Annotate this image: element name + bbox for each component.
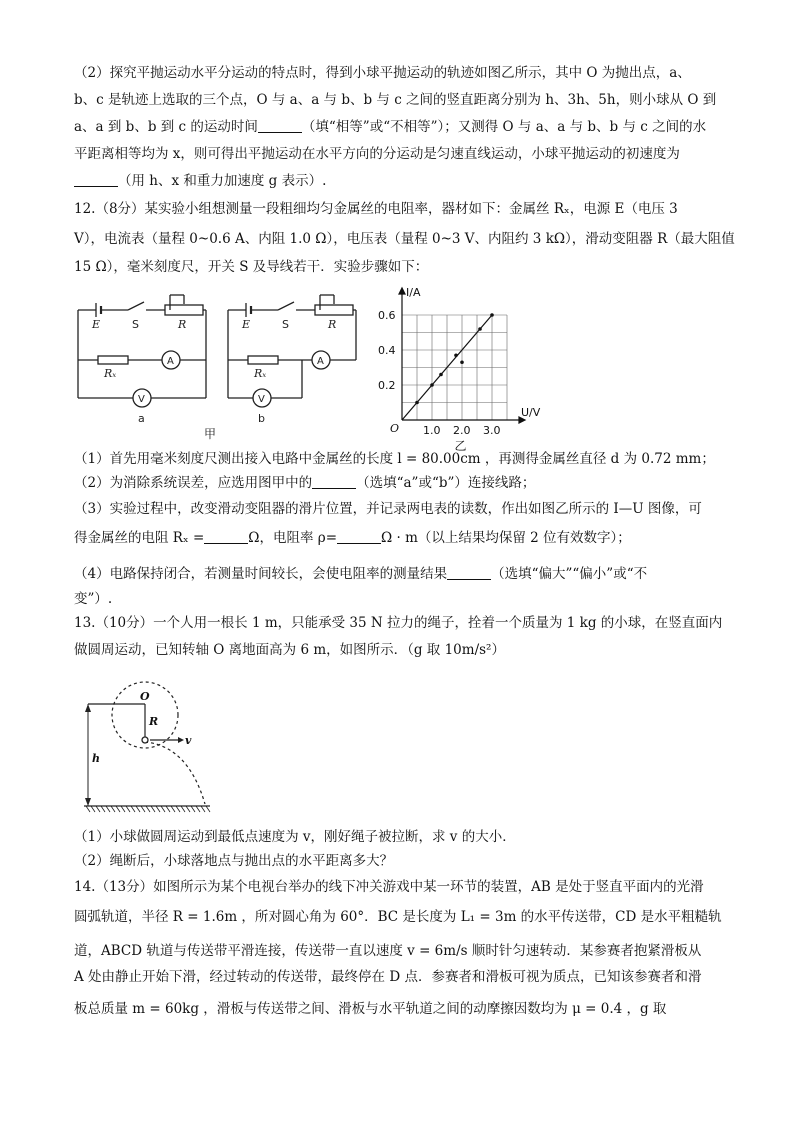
velocity-v-label: v [185,734,192,747]
label-E-a: E [92,318,101,331]
q14-line-1: 14.（13分）如图所示为某个电视台举办的线下冲关游戏中某一环节的装置，AB 是处于竖直平面内的光滑 [74,879,704,895]
q11-2-line-3 [74,118,706,136]
data-point [430,383,434,387]
ammeter-b: A [317,356,324,367]
label-E-b: E [242,318,251,331]
label-R-b: R [328,318,337,331]
y-tick-label: 0.4 [378,344,396,357]
q12-step-3b: 得金属丝的电阻 Rₓ = [74,530,205,546]
label-R-a: R [178,318,187,331]
q12-step-1: （1）首先用毫米刻度尺测出接入电路中金属丝的长度 l = 80.00cm ，再测得金属丝直径 d 为 0.72 mm； [74,451,715,467]
q11-2-line-5-text: （用 h、x 和重力加速度 g 表示）. [118,173,327,189]
q13-line-2: 做圆周运动，已知转轴 O 离地面高为 6 m，如图所示．（g 取 10m/s²） [74,642,505,658]
data-point [415,401,419,405]
circuit-b [228,295,356,407]
q14-line-3: 道，ABCD 轨道与传送带平滑连接，传送带一直以速度 v = 6m/s 顺时针匀速转动．某参赛者抱紧滑板从 [74,943,702,959]
q11-2-line-5 [74,172,326,190]
radius-R-label: R [149,715,159,728]
q14-line-5: 板总质量 m = 60kg ，滑板与传送带之间、滑板与水平轨道之间的动摩擦因数均为 μ = 0.4 ，g 取 [74,1001,667,1017]
q12-line-2: V），电流表（量程 0~0.6 A、内阻 1.0 Ω），电压表（量程 0~3 V、内阻约 3 kΩ），滑动变阻器 R（最大阻值 [74,231,735,247]
q11-2-line-3b: （填“相等”或“不相等”）；又测得 O 与 a、a 与 b、b 与 c 之间的水 [301,119,707,135]
q13-figure [70,670,250,815]
q12-step-3c: Ω，电阻率 ρ= [248,530,338,546]
circuit-a-label: a [138,412,145,425]
axis-O-label: O [140,690,150,703]
q13-line-1: 13.（10分）一个人用一根长 1 m，只能承受 35 N 拉力的绳子，拴着一个质量为 1 kg 的小球，在竖直面内 [74,615,723,631]
answer-blank-error[interactable] [447,565,491,580]
q12-step-4-line-1 [74,565,647,583]
answer-blank-resistance[interactable] [204,529,248,544]
q12-step-2b: （选填“a”或“b”）连接线路； [356,475,536,491]
x-axis-label: U/V [521,406,541,419]
iu-chart [372,280,552,453]
q12-step-4a: （4）电路保持闭合，若测量时间较长，会使电阻率的测量结果 [74,566,448,582]
figure-jia-caption: 甲 [204,427,217,441]
answer-blank-circuit[interactable] [312,474,356,489]
q14-line-4: A 处由静止开始下滑，经过转动的传送带，最终停在 D 点．参赛者和滑板可视为质点，已知该参赛者和滑 [74,969,702,985]
x-tick-label: 2.0 [453,424,471,437]
x-tick-label: 3.0 [483,424,501,437]
q12-step-3-line-2 [74,529,631,547]
q12-step-3-line-1: （3）实验过程中，改变滑动变阻器的滑片位置，并记录两电表的读数，作出如图乙所示的 I—U 图像，可 [74,501,702,517]
data-point [439,373,443,377]
y-arrow [399,288,405,294]
data-point [454,353,458,357]
q13-sub-2: （2）绳断后，小球落地点与抛出点的水平距离多大？ [74,853,394,869]
label-S-b: S [282,318,289,331]
circuit-a [78,295,206,407]
q14-line-2: 圆弧轨道，半径 R = 1.6m ，所对圆心角为 60°．BC 是长度为 L₁ = 3m 的水平传送带，CD 是水平粗糙轨 [74,909,722,925]
q11-2-line-4: 平距离相等均为 x，则可得出平抛运动在水平方向的分运动是匀速直线运动，小球平抛运动的初速度为 [74,146,680,162]
voltmeter-b: V [258,394,265,405]
height-h-label: h [92,752,100,765]
q12-line-3: 15 Ω），毫米刻度尺，开关 S 及导线若干．实验步骤如下： [74,259,429,275]
figure-yi-caption: 乙 [454,439,467,453]
q11-2-line-1: （2）探究平抛运动水平分运动的特点时，得到小球平抛运动的轨迹如图乙所示，其中 O 为抛出点，a、 [74,65,691,81]
data-point [460,360,464,364]
label-Rx-a: Rₓ [104,367,117,380]
circuit-b-label: b [258,412,265,425]
answer-blank-velocity[interactable] [74,172,118,187]
y-tick-label: 0.2 [378,379,396,392]
y-axis-label: I/A [406,286,421,299]
q12-line-1: 12.（8分）某实验小组想测量一段粗细均匀金属丝的电阻率，器材如下：金属丝 Rₓ，电源 E（电压 3 [74,201,678,217]
x-tick-label: 1.0 [423,424,441,437]
ammeter-a: A [167,356,174,367]
q12-step-4-line-2: 变”）. [74,591,113,607]
label-S-a: S [132,318,139,331]
answer-blank-time[interactable] [258,118,302,133]
q11-2-line-2: b、c 是轨迹上选取的三个点，O 与 a、a 与 b、b 与 c 之间的竖直距离分别为 h、3h、5h，则小球从 O 到 [74,92,717,108]
q12-step-2a: （2）为消除系统误差，应选用图甲中的 [74,475,313,491]
label-Rx-b: Rₓ [254,367,267,380]
data-point [478,327,482,331]
data-point [490,313,494,317]
q12-step-3d: Ω · m（以上结果均保留 2 位有效数字）； [381,530,631,546]
origin-label: O [390,422,400,435]
q12-step-4b: （选填“偏大”“偏小”或“不 [491,566,648,582]
y-tick-label: 0.6 [378,309,396,322]
circuit-diagrams [70,292,370,442]
answer-blank-resistivity[interactable] [337,529,381,544]
q11-2-line-3a: a、a 到 b、b 到 c 的运动时间 [74,119,258,135]
q13-sub-1: （1）小球做圆周运动到最低点速度为 v，刚好绳子被拉断，求 v 的大小． [74,829,516,845]
voltmeter-a: V [138,394,145,405]
q12-step-2 [74,474,535,492]
